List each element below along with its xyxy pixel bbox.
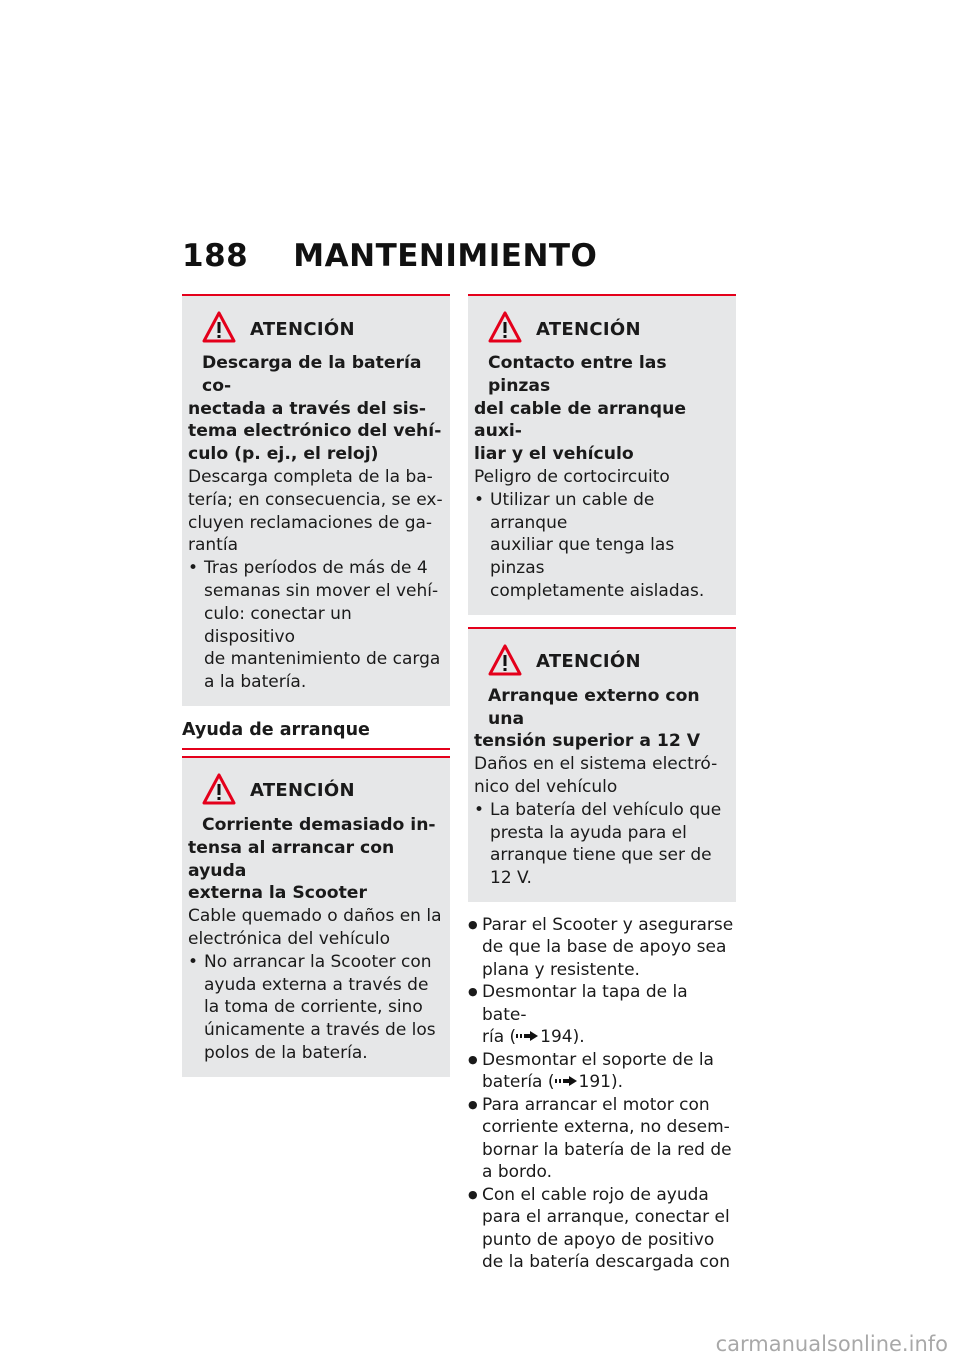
watermark: carmanualsonline.info: [715, 1332, 948, 1356]
page-number: 188: [182, 238, 249, 274]
warning-instruction: [188, 951, 444, 1065]
warning-header: [202, 310, 444, 348]
warning-consequence-line: Peligro de cortocircuito: [474, 466, 670, 487]
warning-instruction-line: culo: conectar un dispositivo: [204, 603, 352, 647]
warning-heading: [474, 685, 730, 753]
warning-consequence-line: cluyen reclamaciones de ga-: [188, 512, 433, 533]
step-line: Desmontar la tapa de la bate-: [482, 982, 688, 1025]
warning-heading-line: del cable de arranque auxi-: [474, 398, 686, 442]
warning-box-over-voltage: [468, 627, 736, 902]
warning-header: [488, 310, 730, 348]
warning-consequence-line: rantía: [188, 535, 238, 556]
warning-box-excess-current: [182, 756, 450, 1077]
step-line: punto de apoyo de positivo: [482, 1229, 715, 1250]
warning-label: ATENCIÓN: [536, 318, 641, 340]
warning-consequence-line: electrónica del vehículo: [188, 928, 390, 949]
step-line: plana y resistente.: [482, 959, 640, 980]
warning-label: ATENCIÓN: [250, 780, 355, 802]
warning-box-clamp-contact: [468, 294, 736, 615]
left-column: [182, 294, 450, 1089]
warning-triangle-icon: [202, 773, 250, 809]
warning-consequence: [474, 753, 730, 799]
warning-label: ATENCIÓN: [536, 651, 641, 673]
warning-consequence: [188, 466, 444, 557]
page-reference: 194).: [540, 1027, 585, 1048]
warning-instruction-line: auxiliar que tenga las pinzas: [490, 535, 675, 579]
warning-heading-line: tensa al arrancar con ayuda: [188, 837, 395, 881]
step-line: Parar el Scooter y asegurarse: [482, 914, 734, 935]
warning-consequence-line: tería; en consecuencia, se ex-: [188, 489, 443, 510]
warning-instruction: [474, 489, 730, 603]
warning-heading-line: culo (p. ej., el reloj): [188, 444, 379, 465]
warning-instruction-line: No arrancar la Scooter con: [204, 951, 432, 972]
warning-heading: [188, 814, 444, 905]
warning-consequence-line: Cable quemado o daños en la: [188, 906, 442, 927]
warning-heading: [188, 352, 444, 466]
warning-instruction-line: arranque tiene que ser de: [490, 845, 712, 866]
warning-instruction-line: polos de la batería.: [204, 1042, 368, 1063]
section-title-jump-start: Ayuda de arranque: [182, 720, 450, 750]
warning-label: ATENCIÓN: [250, 318, 355, 340]
warning-triangle-icon: [488, 311, 536, 347]
warning-heading-line: nectada a través del sis-: [188, 398, 427, 419]
warning-instruction-line: a la batería.: [204, 672, 307, 693]
warning-heading-line: Arranque externo con una: [488, 685, 700, 729]
step-item: [468, 1049, 736, 1094]
step-item: [468, 1094, 736, 1184]
warning-heading-line: Descarga de la batería co-: [202, 353, 422, 396]
warning-consequence-line: Descarga completa de la ba-: [188, 466, 433, 487]
page-header: [182, 238, 597, 274]
step-line: bornar la batería de la red de: [482, 1139, 732, 1160]
step-item: [468, 981, 736, 1049]
right-column: [468, 294, 736, 1274]
warning-instruction-line: únicamente a través de los: [204, 1020, 436, 1041]
warning-heading: [474, 352, 730, 466]
chapter-title: MANTENIMIENTO: [293, 238, 598, 274]
warning-instruction-line: Utilizar un cable de arranque: [490, 489, 655, 533]
step-line: para el arranque, conectar el: [482, 1207, 730, 1228]
page-reference-arrow-icon: [516, 1027, 540, 1047]
warning-instruction-line: presta la ayuda para el: [490, 822, 687, 843]
warning-heading-line: liar y el vehículo: [474, 444, 634, 465]
page-reference: 191).: [578, 1072, 623, 1093]
warning-header: [202, 772, 444, 810]
step-line: Desmontar el soporte de la: [482, 1049, 714, 1070]
step-line: corriente externa, no desem-: [482, 1117, 730, 1138]
step-item: [468, 914, 736, 982]
warning-triangle-icon: [202, 311, 250, 347]
warning-box-battery-discharge: [182, 294, 450, 706]
warning-instruction-line: la toma de corriente, sino: [204, 997, 423, 1018]
warning-consequence: [188, 905, 444, 951]
warning-instruction-line: completamente aisladas.: [490, 580, 705, 601]
step-line: Para arrancar el motor con: [482, 1094, 710, 1115]
warning-heading-line: Corriente demasiado in-: [202, 814, 436, 835]
step-line: de que la base de apoyo sea: [482, 937, 727, 958]
step-line: de la batería descargada con: [482, 1252, 730, 1273]
step-line: ría (: [482, 1027, 517, 1048]
step-line: batería (: [482, 1072, 555, 1093]
warning-instruction: [474, 799, 730, 890]
page-reference-arrow-icon: [555, 1072, 579, 1092]
warning-instruction-line: ayuda externa a través de: [204, 974, 429, 995]
warning-heading-line: externa la Scooter: [188, 883, 367, 904]
warning-instruction: [188, 557, 444, 694]
warning-instruction-line: Tras períodos de más de 4: [204, 558, 428, 579]
warning-heading-line: tema electrónico del vehí-: [188, 421, 442, 442]
step-item: [468, 1184, 736, 1274]
warning-instruction-line: 12 V.: [490, 868, 532, 889]
warning-consequence: [474, 466, 730, 489]
warning-instruction-line: semanas sin mover el vehí-: [204, 580, 439, 601]
warning-instruction-line: La batería del vehículo que: [490, 799, 722, 820]
warning-header: [488, 643, 730, 681]
warning-consequence-line: Daños en el sistema electró-: [474, 754, 718, 775]
warning-heading-line: tensión superior a 12 V: [474, 731, 701, 752]
warning-heading-line: Contacto entre las pinzas: [488, 353, 667, 396]
steps-list: [468, 914, 736, 1274]
warning-consequence-line: nico del vehículo: [474, 776, 618, 797]
warning-triangle-icon: [488, 644, 536, 680]
step-line: a bordo.: [482, 1162, 553, 1183]
warning-instruction-line: de mantenimiento de carga: [204, 649, 441, 670]
step-line: Con el cable rojo de ayuda: [482, 1184, 709, 1205]
